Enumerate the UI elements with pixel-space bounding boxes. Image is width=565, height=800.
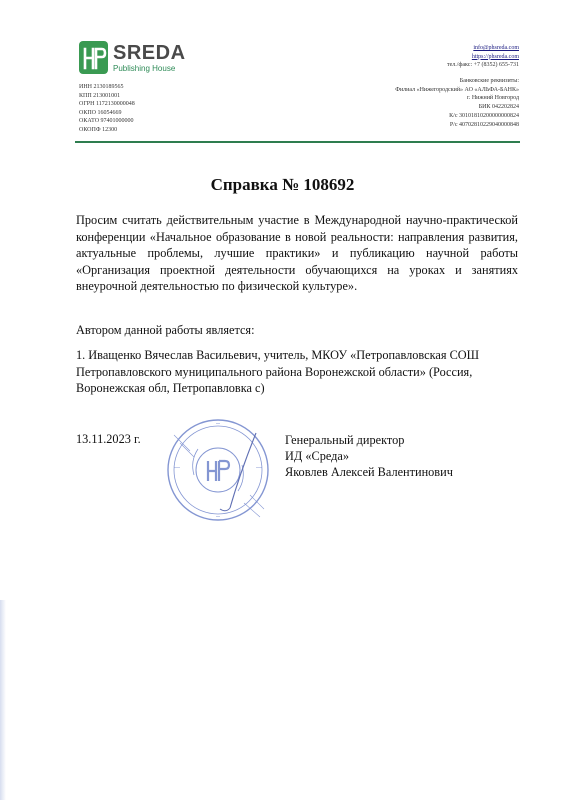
- signer-position: Генеральный директор: [285, 433, 405, 447]
- body-paragraph: Просим считать действительным участие в Международной научно-практической конференции «Начальное образование в новой реальности: направления развития, актуальные проблемы, лучшие практики» и публикацию научной работы «Организация проектной деятельности обучающихся на уроках и занятиях внеурочной деятельностью по физической культуре».: [76, 213, 518, 294]
- id-line: ИНН 2130189565: [79, 84, 124, 90]
- bank-line: Филиал «Нижегородский» АО «АЛЬФА-БАНК»: [395, 86, 519, 93]
- id-line: ОКАТО 97401000000: [79, 118, 134, 125]
- id-line: ОКПО 16054669: [79, 109, 122, 116]
- id-line: ОКОПФ 12300: [79, 126, 118, 133]
- logo-subtitle: Publishing House: [113, 63, 176, 73]
- contacts-block: [447, 44, 519, 70]
- bank-line: г. Нижний Новгород: [467, 95, 519, 102]
- phone-text: тел./факс: +7 (8352) 655-731: [447, 62, 519, 69]
- bank-line: Р/с 40702810229040000848: [449, 121, 519, 128]
- scan-edge-artifact: [0, 600, 6, 800]
- id-line: КПП 213001001: [79, 92, 121, 99]
- registration-ids: [79, 83, 135, 135]
- bank-line: Банковские реквизиты:: [459, 78, 519, 84]
- authors-heading: Автором данной работы является:: [76, 323, 255, 337]
- bank-line: БИК 042202824: [478, 104, 519, 111]
- document-date: 13.11.2023 г.: [76, 432, 141, 446]
- sreda-logo-icon: [79, 41, 108, 74]
- seal-stamp-icon: [160, 413, 278, 525]
- id-line: ОГРН 1172130000048: [79, 101, 135, 108]
- signer-name: Яковлев Алексей Валентинович: [285, 465, 453, 479]
- signature-block: [285, 432, 453, 480]
- logo-name: SREDA: [113, 41, 186, 64]
- header-divider: [75, 141, 520, 143]
- email-link[interactable]: info@phsreda.com: [473, 45, 519, 51]
- signer-organization: ИД «Среда»: [285, 449, 350, 463]
- bank-details: [395, 77, 519, 129]
- website-link[interactable]: https://phsreda.com: [471, 53, 519, 60]
- author-entry: 1. Иващенко Вячеслав Васильевич, учитель, МКОУ «Петропавловская СОШ Петропавловского муниципального района Воронежской области» (Россия, Воронежская обл, Петропавловка с): [76, 348, 480, 396]
- company-logo: [79, 41, 186, 74]
- bank-line: К/с 30101810200000000824: [449, 112, 519, 119]
- document-title: Справка № 108692: [210, 175, 355, 194]
